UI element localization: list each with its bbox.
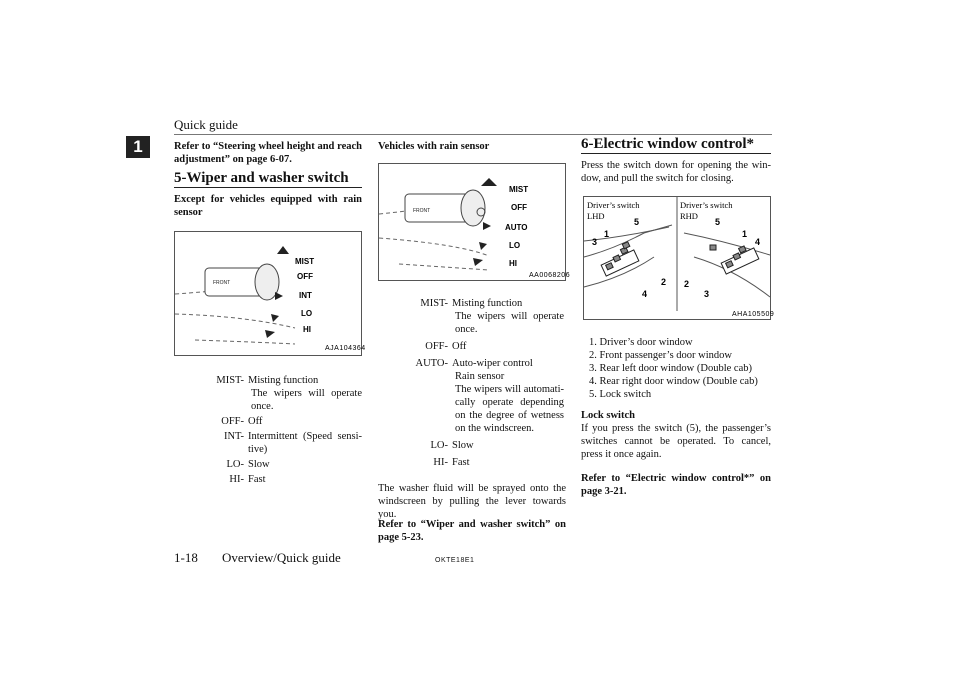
fig-label-int: INT bbox=[299, 291, 312, 300]
definition-key: MIST- bbox=[420, 298, 448, 309]
wiper-switch-figure bbox=[174, 231, 366, 356]
rhd-num-5: 5 bbox=[715, 217, 721, 227]
section-underline bbox=[581, 153, 771, 154]
definition-key: INT- bbox=[223, 431, 244, 442]
fig-label-mist: MIST bbox=[509, 185, 529, 194]
list-item: 5. Lock switch bbox=[589, 389, 652, 400]
definition-key: LO- bbox=[226, 459, 244, 470]
section-underline bbox=[174, 187, 362, 188]
definition-row bbox=[212, 473, 362, 486]
fig-label-lo: LO bbox=[509, 241, 521, 250]
mist-arrow-icon bbox=[277, 246, 289, 254]
definition-key: HI- bbox=[433, 457, 448, 468]
definition-line: Misting function bbox=[452, 298, 523, 309]
hi-arrow-icon bbox=[265, 330, 275, 338]
definition-row bbox=[412, 456, 564, 469]
definition-line: Rain sensor bbox=[455, 371, 505, 382]
figure-code: AA0068206 bbox=[529, 272, 571, 279]
page-number: 1-18 bbox=[174, 550, 198, 565]
lock-switch-paragraph: If you press the switch (5), the passenger’s switches cannot be operated. To cancel, press it once again. bbox=[581, 423, 771, 460]
header-rule bbox=[174, 134, 772, 135]
definition-row bbox=[212, 458, 362, 471]
rhd-num-1: 1 bbox=[742, 229, 748, 239]
section-title-window: 6-Electric window control* bbox=[581, 136, 755, 152]
definition-value: Slow bbox=[248, 459, 270, 470]
definition-line: Misting function bbox=[248, 375, 319, 386]
fig-label-mist: MIST bbox=[295, 257, 315, 266]
auto-arrow-icon bbox=[483, 222, 491, 230]
window-switch-figure bbox=[583, 196, 775, 320]
definition-line: Auto-wiper control bbox=[452, 358, 533, 369]
list-item: 3. Rear left door window (Double cab) bbox=[589, 363, 752, 374]
fig-label-off: OFF bbox=[297, 272, 313, 281]
mist-arrow-icon bbox=[481, 178, 497, 186]
definition-value: Off bbox=[452, 341, 467, 352]
lo-arrow-icon bbox=[271, 314, 279, 322]
rhd-num-4: 4 bbox=[755, 237, 761, 247]
definition-key: OFF- bbox=[425, 341, 448, 352]
definition-value bbox=[448, 357, 564, 435]
rhd-title: Driver’s switch bbox=[680, 200, 733, 210]
definition-line: The wipers will operate once. bbox=[251, 388, 362, 412]
chapter-tab: 1 bbox=[126, 136, 150, 158]
definition-row bbox=[412, 357, 564, 435]
hi-arrow-icon bbox=[473, 258, 483, 266]
rhd-sub: RHD bbox=[680, 211, 698, 221]
list-item: 2. Front passenger’s door window bbox=[589, 350, 733, 361]
definition-key: LO- bbox=[430, 440, 448, 451]
definition-row bbox=[412, 340, 564, 353]
footer-code: OKTE18E1 bbox=[435, 557, 475, 564]
fig-label-off: OFF bbox=[511, 203, 527, 212]
lhd-num-2: 2 bbox=[661, 277, 667, 287]
figure-code: AJA104364 bbox=[325, 345, 366, 352]
rhd-num-3: 3 bbox=[704, 289, 710, 299]
lhd-sub: LHD bbox=[587, 211, 605, 221]
fig-label-lo: LO bbox=[301, 309, 313, 318]
lhd-title: Driver’s switch bbox=[587, 200, 640, 210]
rhd-num-2: 2 bbox=[684, 279, 690, 289]
left-intro-reference: Refer to “Steering wheel height and reach adjustment” on page 6-07. bbox=[174, 141, 362, 165]
list-item: 4. Rear right door window (Double cab) bbox=[589, 376, 758, 387]
list-item: 1. Driver’s door window bbox=[589, 337, 693, 348]
lhd-num-3: 3 bbox=[592, 237, 598, 247]
definition-line: The wipers will automati-cally operate depending on the degree of wetness on the windscreen. bbox=[455, 384, 564, 434]
front-text: FRONT bbox=[213, 280, 231, 286]
definition-row bbox=[412, 439, 564, 452]
window-intro: Press the switch down for opening the win-dow, and pull the switch for closing. bbox=[581, 160, 771, 184]
definition-key: MIST- bbox=[216, 375, 244, 386]
rain-sensor-switch-figure bbox=[378, 163, 571, 281]
wiper-reference: Refer to “Wiper and washer switch” on page 5-23. bbox=[378, 519, 566, 543]
front-text: FRONT bbox=[413, 208, 431, 214]
lhd-num-1: 1 bbox=[604, 229, 610, 239]
definition-value: Slow bbox=[452, 440, 474, 451]
lock-switch-heading: Lock switch bbox=[581, 410, 635, 421]
fig-label-auto: AUTO bbox=[505, 223, 528, 232]
rhd-switch-panel bbox=[710, 245, 759, 274]
running-header: Quick guide bbox=[174, 117, 238, 132]
window-reference: Refer to “Electric window control*” on page 3-21. bbox=[581, 473, 771, 497]
window-switch-legend bbox=[581, 336, 773, 401]
definition-value: Fast bbox=[248, 474, 266, 485]
definition-value: Intermittent (Speed sensi-tive) bbox=[248, 431, 362, 455]
section-title-wiper: 5-Wiper and washer switch bbox=[174, 170, 349, 186]
middle-definition-list bbox=[412, 297, 564, 471]
middle-subheading: Vehicles with rain sensor bbox=[378, 141, 490, 152]
definition-value: Fast bbox=[452, 457, 470, 468]
lhd-num-5: 5 bbox=[634, 217, 640, 227]
definition-row bbox=[212, 430, 362, 456]
definition-value bbox=[244, 374, 362, 413]
left-subheading: Except for vehicles equipped with rain sensor bbox=[174, 194, 362, 218]
left-definition-list bbox=[212, 374, 362, 488]
fig-label-hi: HI bbox=[303, 325, 311, 334]
definition-value bbox=[448, 297, 564, 336]
int-arrow-icon bbox=[275, 292, 283, 300]
lhd-switch-panel bbox=[601, 242, 639, 276]
definition-key: OFF- bbox=[221, 416, 244, 427]
definition-key: AUTO- bbox=[415, 358, 448, 369]
lhd-num-4: 4 bbox=[642, 289, 648, 299]
definition-row bbox=[412, 297, 564, 336]
definition-row bbox=[212, 374, 362, 413]
footer-title: Overview/Quick guide bbox=[222, 550, 341, 565]
washer-paragraph: The washer fluid will be sprayed onto the windscreen by pulling the lever towards you. bbox=[378, 483, 566, 520]
fig-label-hi: HI bbox=[509, 259, 517, 268]
definition-key: HI- bbox=[229, 474, 244, 485]
definition-row bbox=[212, 415, 362, 428]
definition-line: The wipers will operate once. bbox=[455, 311, 564, 335]
lo-arrow-icon bbox=[479, 242, 487, 250]
figure-code: AHA105509 bbox=[732, 311, 775, 318]
definition-value: Off bbox=[248, 416, 263, 427]
